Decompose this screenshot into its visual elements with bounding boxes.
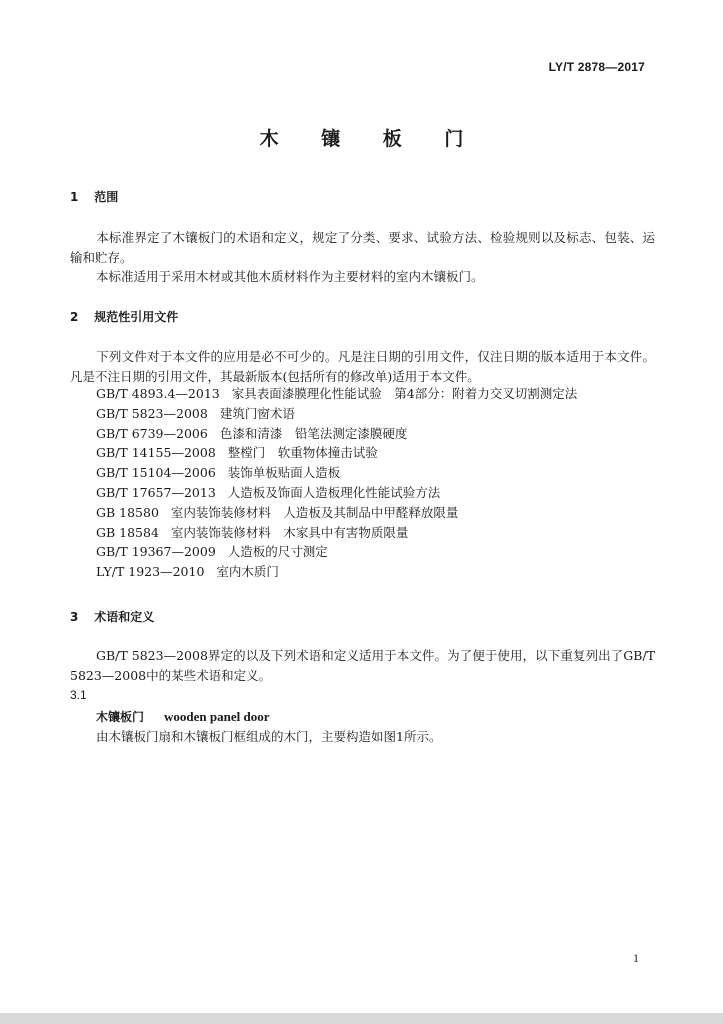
section-number: 1 [70,190,79,204]
reference-item [96,384,577,404]
reference-item [96,523,577,543]
section-2-paragraph-1 [70,347,655,387]
paragraph-text: 本标准界定了木镶板门的术语和定义，规定了分类、要求、试验方法、检验规则以及标志、包装、运输和贮存。 [70,230,655,265]
reference-code: GB/T 4893.4—2013 [96,386,220,401]
reference-title: 建筑门窗术语 [219,405,295,421]
reference-item [96,503,577,523]
section-3-paragraph-1 [70,646,655,686]
section-1-paragraph-1 [70,228,655,268]
reference-title: 色漆和清漆 铅笔法测定漆膜硬度 [219,425,408,441]
term-chinese: 木镶板门 [96,710,145,724]
reference-title: 人造板及饰面人造板理化性能试验方法 [227,484,441,500]
reference-code: GB/T 14155—2008 [96,445,216,461]
reference-code: GB/T 5823—2008 [96,405,208,421]
reference-code: GB/T 17657—2013 [96,484,216,500]
section-title: 规范性引用文件 [94,310,179,324]
scan-bottom-edge [0,1013,723,1024]
reference-item [96,424,577,444]
reference-title: 家具表面漆膜理化性能试验 第4部分：附着力交叉切割测定法 [231,386,578,401]
reference-item [96,562,577,582]
paragraph-text: GB/T 5823—2008界定的以及下列术语和定义适用于本文件。为了便于使用，以下重复列出了GB/T 5823—2008中的某些术语和定义。 [70,648,655,683]
term-english: wooden panel door [164,709,270,724]
section-2-heading [70,308,178,325]
section-number: 2 [70,310,79,324]
reference-item [96,443,577,463]
page-number: 1 [633,951,639,965]
section-title: 范围 [94,190,119,204]
section-number: 3 [70,610,79,624]
reference-code: GB/T 6739—2006 [96,425,208,441]
reference-code: LY/T 1923—2010 [96,564,205,580]
normative-reference-list [96,384,577,582]
reference-title: 整樘门 软重物体撞击试验 [227,445,378,461]
section-3-heading [70,608,154,625]
reference-code: GB/T 15104—2006 [96,465,216,481]
reference-item [96,463,577,483]
paragraph-text: 本标准适用于采用木材或其他木质材料作为主要材料的室内木镶板门。 [96,269,484,284]
clause-number: 3.1 [70,688,87,702]
reference-item [96,483,577,503]
reference-code: GB 18580 [96,504,159,520]
reference-title: 室内装饰装修材料 人造板及其制品中甲醛释放限量 [170,504,459,520]
reference-item [96,542,577,562]
section-title: 术语和定义 [94,610,155,624]
section-1-paragraph-2 [70,267,655,287]
reference-title: 室内装饰装修材料 木家具中有害物质限量 [170,524,409,540]
term-entry [96,708,269,725]
section-1-heading [70,188,118,205]
reference-title: 人造板的尺寸测定 [227,544,328,560]
reference-code: GB/T 19367—2009 [96,544,216,560]
document-title: 木 镶 板 门 [259,128,482,150]
reference-item [96,404,577,424]
reference-code: GB 18584 [96,524,159,540]
standard-code: LY/T 2878—2017 [548,60,645,74]
paragraph-text: 下列文件对于本文件的应用是必不可少的。凡是注日期的引用文件，仅注日期的版本适用于本文件。凡是不注日期的引用文件，其最新版本(包括所有的修改单)适用于本文件。 [70,349,655,384]
term-definition: 由木镶板门扇和木镶板门框组成的木门，主要构造如图1所示。 [96,729,442,744]
reference-title: 装饰单板贴面人造板 [227,465,341,481]
reference-title: 室内木质门 [216,564,279,580]
